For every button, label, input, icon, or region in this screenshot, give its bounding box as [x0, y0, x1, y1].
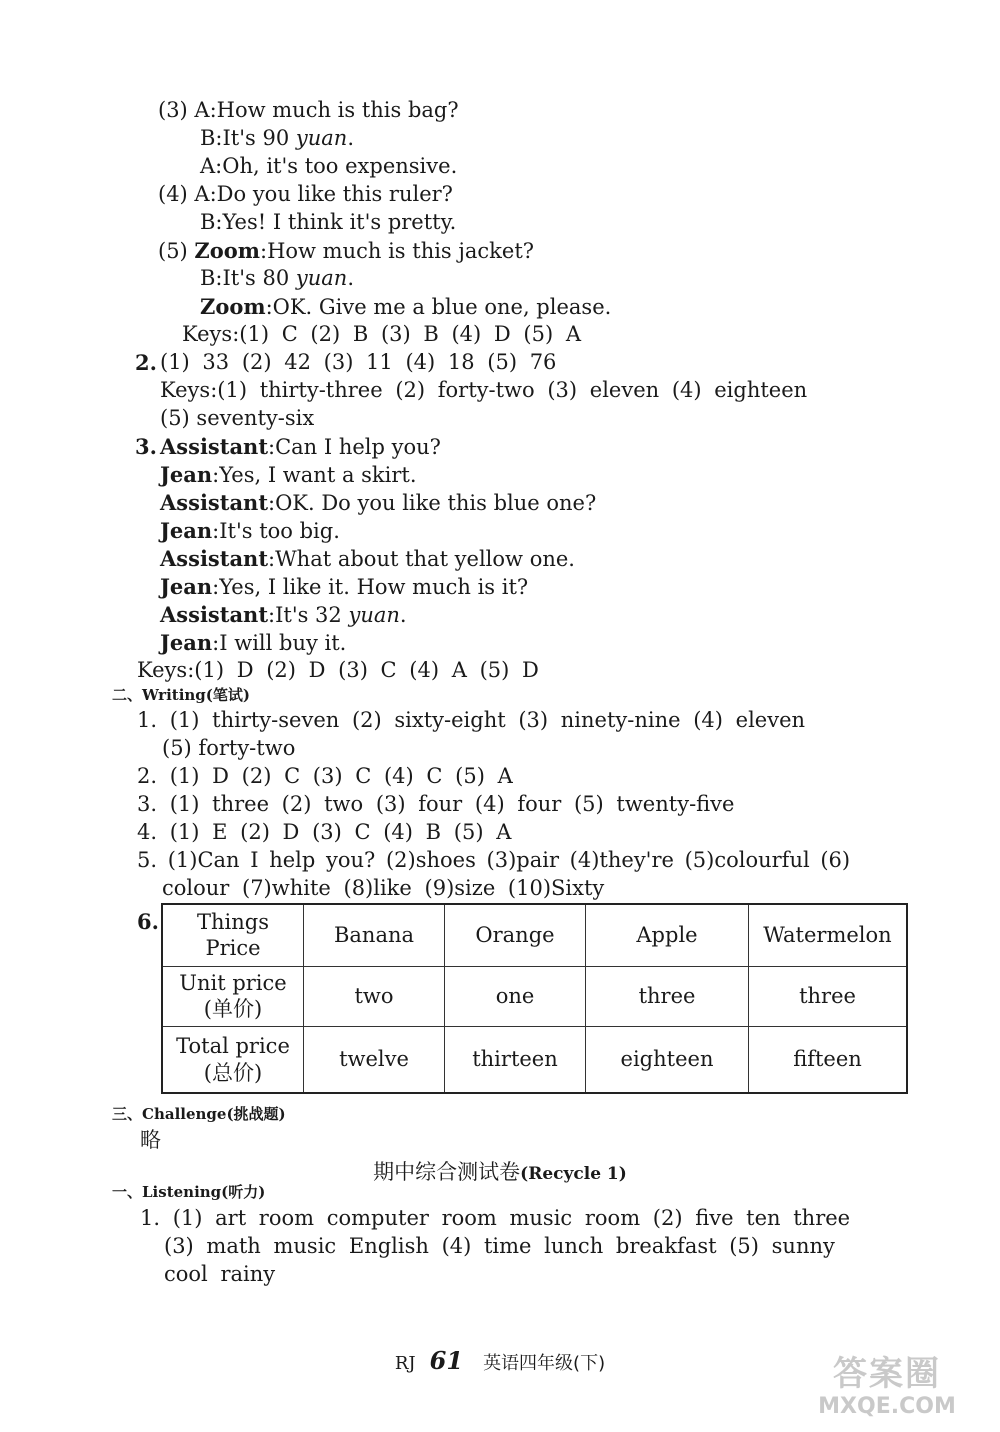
speaker: Zoom — [194, 238, 260, 263]
dialog-text: yuan — [295, 126, 348, 150]
speaker: Jean — [160, 518, 213, 543]
dialog-text: yuan — [295, 266, 348, 290]
table-cell: three — [586, 966, 749, 1026]
subject-label: 英语四年级(下) — [483, 1353, 606, 1374]
dialog-text: . — [347, 266, 354, 290]
dialog-line: (3) A:How much is this bag? — [158, 98, 459, 122]
table-row — [162, 966, 907, 1026]
dialog-text: B:It's 80 — [200, 266, 296, 290]
speaker: Jean — [160, 630, 213, 655]
speaker: Assistant — [160, 546, 269, 571]
table-header-cell: Banana — [304, 904, 445, 966]
dialog-line — [158, 240, 534, 262]
table-header-cell: Apple — [586, 904, 749, 966]
row-label-sub: (单价) — [203, 997, 263, 1022]
row-label: Total price — [176, 1034, 290, 1059]
row-label-unit-price — [162, 966, 304, 1026]
listening-answer: cool rainy — [164, 1262, 276, 1286]
question-number: 3. — [135, 434, 157, 459]
section-heading-writing: 二、Writing(笔试) — [112, 686, 250, 704]
answer-keys: Keys:(1) thirty-three (2) forty-two (3) eleven (4) eighteen — [160, 378, 808, 402]
table-row — [162, 1027, 907, 1093]
speaker: Jean — [160, 574, 213, 599]
dialog-line: A:Oh, it's too expensive. — [200, 154, 458, 178]
answer-keys: Keys:(1) D (2) D (3) C (4) A (5) D — [137, 658, 539, 682]
writing-answer: 2. (1) D (2) C (3) C (4) C (5) A — [137, 764, 513, 788]
table-cell: twelve — [304, 1027, 445, 1093]
dialog-text: :I will buy it. — [212, 631, 347, 655]
midterm-title — [0, 1156, 1000, 1186]
midterm-title-text: 期中综合测试卷 — [373, 1160, 521, 1184]
dialog-line — [160, 548, 575, 570]
dialog-line — [160, 604, 407, 626]
writing-answer: 5. (1)Can I help you? (2)shoes (3)pair (4)they're (5)colourful (6) — [137, 848, 851, 872]
corner-label-things: Things — [197, 910, 269, 935]
table-cell: eighteen — [586, 1027, 749, 1093]
dialog-text: :OK. Give me a blue one, please. — [265, 295, 612, 319]
watermark-logo — [792, 1354, 982, 1424]
speaker: Assistant — [160, 490, 269, 515]
number-list: (1) 33 (2) 42 (3) 11 (4) 18 (5) 76 — [160, 350, 557, 374]
dialog-text: :How much is this jacket? — [260, 239, 535, 263]
table-cell: two — [304, 966, 445, 1026]
dialog-text: :It's too big. — [212, 519, 340, 543]
dialog-text: :What about that yellow one. — [268, 547, 575, 571]
dialog-line — [200, 268, 354, 289]
speaker: Assistant — [160, 434, 269, 459]
table-cell: thirteen — [445, 1027, 586, 1093]
answer-keys: (5) seventy-six — [160, 406, 315, 430]
row-label-sub: (总价) — [203, 1060, 263, 1085]
dialog-line — [160, 520, 340, 542]
dialog-text: :Can I help you? — [268, 435, 441, 459]
writing-answer: 1. (1) thirty-seven (2) sixty-eight (3) ninety-nine (4) eleven — [137, 708, 806, 732]
dialog-line — [200, 128, 354, 149]
writing-answer: 4. (1) E (2) D (3) C (4) B (5) A — [137, 820, 512, 844]
dialog-line: (4) A:Do you like this ruler? — [158, 182, 453, 206]
table-cell: fifteen — [749, 1027, 908, 1093]
edition-code: RJ — [394, 1353, 416, 1374]
table-corner-cell — [162, 904, 304, 966]
watermark-url: MXQE.COM — [818, 1394, 956, 1419]
dialog-line — [160, 492, 596, 514]
writing-answer: colour (7)white (8)like (9)size (10)Sixty — [162, 876, 605, 900]
answer-keys: Keys:(1) C (2) B (3) B (4) D (5) A — [182, 322, 582, 346]
row-label-total-price — [162, 1027, 304, 1093]
question-number: 6. — [137, 909, 159, 934]
dialog-line — [160, 436, 441, 458]
writing-answer: 3. (1) three (2) two (3) four (4) four (5) twenty-five — [137, 792, 735, 816]
dialog-text: :Yes, I like it. How much is it? — [212, 575, 529, 599]
table-header-cell: Orange — [445, 904, 586, 966]
dialog-text: yuan — [348, 603, 400, 627]
corner-label-price: Price — [205, 936, 261, 961]
row-label: Unit price — [179, 971, 287, 996]
dialog-text: (5) — [158, 239, 195, 263]
section-heading-listening: 一、Listening(听力) — [112, 1183, 266, 1201]
dialog-text: B:It's 90 — [200, 126, 296, 150]
listening-answer: 1. (1) art room computer room music room (2) five ten three — [140, 1206, 851, 1230]
watermark-text: 答案圈 — [833, 1354, 941, 1394]
dialog-text: . — [399, 603, 407, 627]
question-number: 2. — [135, 350, 157, 375]
challenge-answer: 略 — [140, 1128, 161, 1152]
listening-answer: (3) math music English (4) time lunch breakfast (5) sunny — [164, 1234, 835, 1258]
dialog-line — [160, 464, 417, 486]
table-header-cell: Watermelon — [749, 904, 908, 966]
page-number: 61 — [429, 1346, 464, 1375]
table-header-row — [162, 904, 907, 966]
dialog-line — [160, 576, 528, 598]
dialog-line — [160, 632, 346, 654]
dialog-text: :OK. Do you like this blue one? — [268, 491, 597, 515]
table-cell: one — [445, 966, 586, 1026]
dialog-text: . — [347, 126, 354, 150]
writing-answer: (5) forty-two — [162, 736, 296, 760]
speaker: Zoom — [200, 294, 266, 319]
section-heading-challenge: 三、Challenge(挑战题) — [112, 1105, 286, 1123]
dialog-text: :Yes, I want a skirt. — [212, 463, 417, 487]
midterm-title-suffix: (Recycle 1) — [520, 1164, 627, 1184]
price-table — [161, 903, 908, 1094]
dialog-line: B:Yes! I think it's pretty. — [200, 210, 457, 234]
dialog-line — [200, 296, 611, 318]
speaker: Assistant — [160, 602, 269, 627]
speaker: Jean — [160, 462, 213, 487]
table-cell: three — [749, 966, 908, 1026]
dialog-text: :It's 32 — [268, 603, 349, 627]
